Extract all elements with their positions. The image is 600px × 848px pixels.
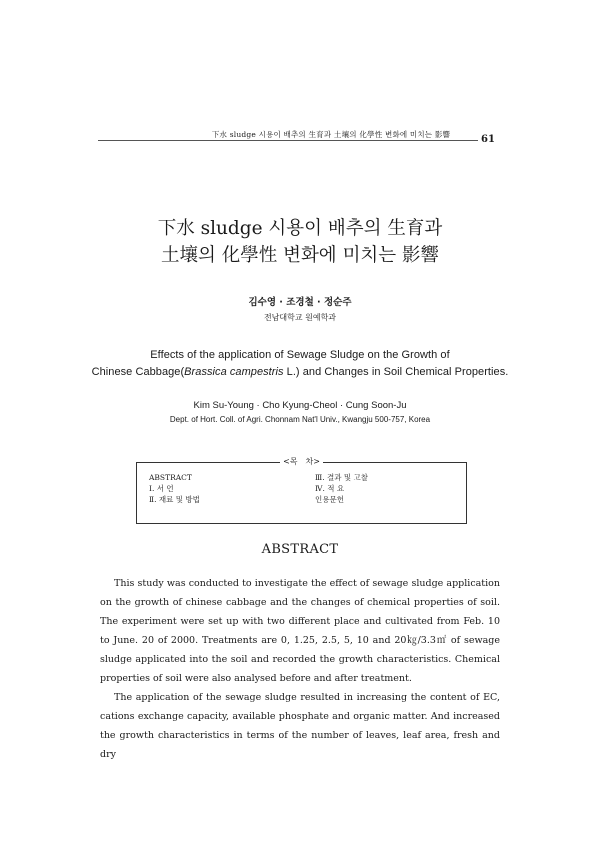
contents-item: Ⅳ. 적 요 xyxy=(315,484,345,493)
contents-item: 인용문헌 xyxy=(315,495,344,504)
korean-title-line-2: 土壤의 化學性 변화에 미치는 影響 xyxy=(160,245,440,266)
english-title-line-2 xyxy=(80,364,520,381)
contents-title-text: 목 차 xyxy=(289,457,314,466)
table-of-contents xyxy=(136,457,467,524)
contents-item: Ⅱ. 재료 및 방법 xyxy=(149,495,200,504)
english-title-prefix: Chinese Cabbage( xyxy=(91,366,185,378)
abstract-paragraph-2: The application of the sewage sludge resulted in increasing the content of EC, cations exchange capacity, available phosphate and organic matter. And increased the growth characteristics in terms of the number of leaves, leaf area, fresh and dry xyxy=(100,692,500,760)
contents-title: <목 차> xyxy=(137,457,466,467)
english-title xyxy=(80,347,520,381)
contents-right-column xyxy=(315,472,368,505)
contents-left-column xyxy=(149,472,200,505)
korean-title xyxy=(100,215,500,269)
page-number: 61 xyxy=(481,134,495,145)
english-title-line-1: Effects of the application of Sewage Sludge on the Growth of xyxy=(150,349,450,361)
korean-authors: 김수영 · 조경철 · 정순주 xyxy=(248,297,352,308)
english-authors: Kim Su-Young · Cho Kyung-Cheol · Cung Soon-Ju xyxy=(193,400,407,411)
english-affiliation: Dept. of Hort. Coll. of Agri. Chonnam Nat'l Univ., Kwangju 500-757, Korea xyxy=(169,415,431,424)
contents-item: Ⅲ. 결과 및 고찰 xyxy=(315,473,368,482)
species-name: Brassica campestris xyxy=(184,366,284,378)
header-rule xyxy=(98,140,478,141)
abstract-body xyxy=(100,574,500,764)
contents-item: ABSTRACT xyxy=(149,473,192,482)
contents-item: Ⅰ. 서 언 xyxy=(149,484,174,493)
korean-affiliation: 전남대학교 원예학과 xyxy=(263,313,337,322)
abstract-heading: ABSTRACT xyxy=(261,542,339,557)
abstract-paragraph-1: This study was conducted to investigate the effect of sewage sludge application on the growth of chinese cabbage and the changes of chemical properties of soil. The experiment were set up with two different place and cultivated from Feb. 10 to June. 20 of 2000. Treatments are 0, 1.25, 2.5, 5, 10 and 20㎏/3.3㎡ of sewage sludge applicated into the soil and recorded the growth characteristics. Chemical properties of soil were also analysed before and after treatment. xyxy=(100,578,500,684)
running-header: 下水 sludge 시용이 배추의 生育과 土壤의 化學性 변화에 미치는 影響 xyxy=(211,130,451,139)
english-title-suffix: L.) and Changes in Soil Chemical Properties. xyxy=(283,366,509,378)
korean-title-line-1: 下水 sludge 시용이 배추의 生育과 xyxy=(157,218,443,239)
